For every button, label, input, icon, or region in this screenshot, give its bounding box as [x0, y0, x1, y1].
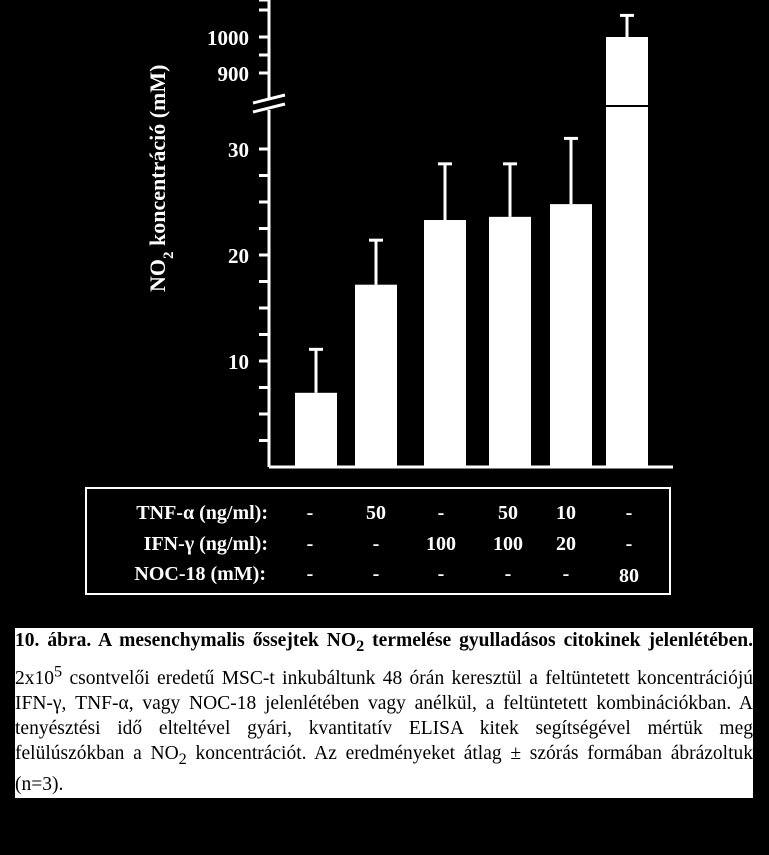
bars — [295, 15, 648, 467]
condition-row-label: TNF-α (ng/ml): — [136, 502, 268, 524]
condition-value: - — [306, 563, 314, 585]
bar — [606, 37, 648, 467]
condition-value: - — [625, 533, 633, 555]
condition-row-label: IFN-γ (ng/ml): — [143, 533, 268, 555]
bar — [355, 285, 397, 467]
caption-text: $2x10^5$ csontvelői eredetű MSC-t inkubáltunk 48 órán keresztül a feltüntetett koncentrációjú IFN-γ, TNF-α, vagy NOC-18 jelenlétében vagy anélkül, a feltüntetett kombinációkban. A tenyésztési idő elteltével gyári, kvantitatív ELISA kitek segítségével mértük meg felülúszókban a $NO_2$ koncentrációt. Az eredményeket átlag ± szórás formában ábrázoltuk (n=3). — [15, 662, 753, 796]
y-tick-label: 10 — [228, 350, 249, 374]
bar — [295, 393, 337, 467]
condition-value: 80 — [619, 565, 639, 587]
condition-value: 50 — [498, 502, 518, 524]
condition-value: 20 — [556, 533, 576, 555]
condition-value: - — [306, 502, 314, 524]
condition-value: - — [562, 563, 570, 585]
condition-value: 100 — [426, 533, 456, 555]
condition-value: - — [437, 563, 445, 585]
condition-value: - — [625, 502, 633, 524]
y-tick-label: 30 — [228, 138, 249, 162]
condition-value: - — [437, 502, 445, 524]
condition-value: 10 — [556, 502, 576, 524]
condition-value: - — [372, 533, 380, 555]
condition-row-label: NOC-18 (mM): — [134, 563, 266, 585]
caption-title: 10. ábra. A mesenchymalis őssejtek $NO_2$ termelése gyulladásos citokinek jelenlétében. — [15, 630, 754, 655]
y-tick-label: 20 — [228, 244, 249, 268]
figure-caption — [15, 628, 753, 798]
bar — [424, 220, 466, 467]
conditions-table — [134, 502, 639, 587]
condition-value: - — [372, 563, 380, 585]
condition-value: - — [306, 533, 314, 555]
bar — [550, 204, 592, 467]
condition-value: 50 — [366, 502, 386, 524]
condition-value: - — [504, 563, 512, 585]
y-axis-label: $NO_2$ koncentráció (mM) — [145, 64, 177, 292]
y-tick-label: 1000 — [207, 26, 249, 50]
ticks — [207, 0, 269, 441]
condition-value: 100 — [493, 533, 523, 555]
y-tick-label: 900 — [217, 62, 249, 86]
bar — [489, 217, 531, 467]
